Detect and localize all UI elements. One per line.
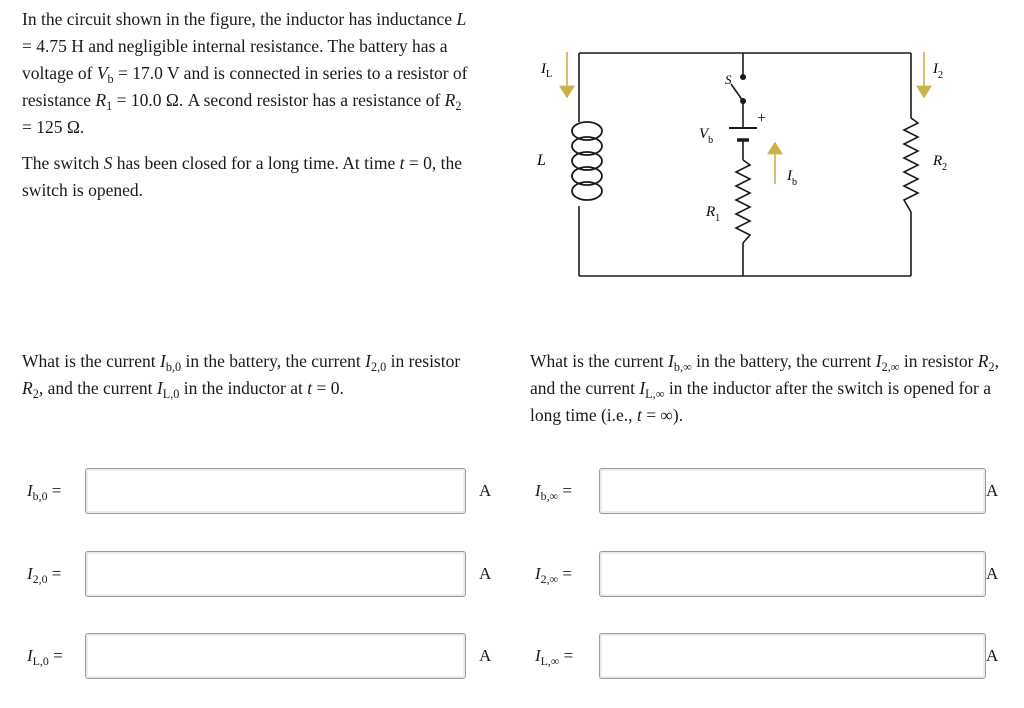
answer-label-ib0: $I_{b,0}$ = — [27, 481, 62, 503]
label-r2: $R_2$ — [933, 153, 948, 173]
problem-paragraph-2: The switch S has been closed for a long time. At time t = 0, the switch is opened. — [22, 153, 463, 200]
label-vb: $V_b$ — [699, 126, 714, 146]
answer-row-ib-inf — [512, 468, 1024, 514]
ib0-unit: A — [479, 481, 492, 500]
label-r1: $R_1$ — [706, 204, 721, 224]
answer-row-i2-inf — [512, 551, 1024, 597]
question-t-infinity: What is the current $I_{b,\infty}$ in the battery, the current $I_{2,\infty}$ in resistor $R_2$, and the current $I_{L,\infty}$ in the inductor after the switch is opened for a long time (i.e., t = ∞). — [530, 351, 999, 425]
inductor-coil — [572, 122, 602, 200]
answer-label-i20: $I_{2,0}$ = — [27, 564, 62, 586]
problem-paragraph-1: In the circuit shown in the figure, the inductor has inductance L = 4.75 H and negligible internal resistance. The battery has a voltage of $V_b = 17.0$ V and is connected in series to a resistor of resistance $R_1 = 10.0$ Ω. A second resistor has a resistance of $R_2 = 125$ Ω. — [22, 9, 468, 137]
label-s: S — [725, 72, 732, 87]
i20-input[interactable] — [85, 551, 466, 597]
il0-unit: A — [479, 646, 492, 665]
switch-contact-top — [740, 74, 746, 80]
circuit-diagram — [0, 0, 1024, 300]
switch-blade — [731, 84, 743, 101]
ib0-input[interactable] — [85, 468, 466, 514]
resistor-r1 — [736, 160, 750, 243]
label-il: $I_L$ — [541, 61, 553, 80]
il-inf-input[interactable] — [599, 633, 986, 679]
i2-inf-unit: A — [986, 564, 999, 583]
answer-row-i20 — [0, 551, 512, 597]
answer-row-il-inf — [512, 633, 1024, 679]
question-t0: What is the current $I_{b,0}$ in the battery, the current $I_{2,0}$ in resistor $R_2$, and the current $I_{L,0}$ in the inductor at t = 0. — [22, 351, 461, 401]
label-plus: + — [757, 110, 767, 127]
i20-unit: A — [479, 564, 492, 583]
il0-input[interactable] — [85, 633, 466, 679]
il-inf-unit: A — [986, 646, 999, 665]
answer-label-ib-inf: $I_{b,\infty}$ = — [535, 481, 572, 503]
answer-row-il0 — [0, 633, 512, 679]
ib-inf-input[interactable] — [599, 468, 986, 514]
answer-row-ib0 — [0, 468, 512, 514]
answer-label-i2-inf: $I_{2,\infty}$ = — [535, 564, 572, 586]
i2-inf-input[interactable] — [599, 551, 986, 597]
switch-contact-bottom — [740, 98, 746, 104]
label-ib: $I_b$ — [787, 168, 797, 188]
answer-label-il0: $I_{L,0}$ = — [27, 646, 63, 668]
resistor-r2 — [904, 118, 918, 212]
answer-label-il-inf: $I_{L,\infty}$ = — [535, 646, 574, 668]
label-i2: $I_2$ — [933, 61, 943, 81]
label-l: L — [537, 152, 546, 169]
ib-inf-unit: A — [986, 481, 999, 500]
